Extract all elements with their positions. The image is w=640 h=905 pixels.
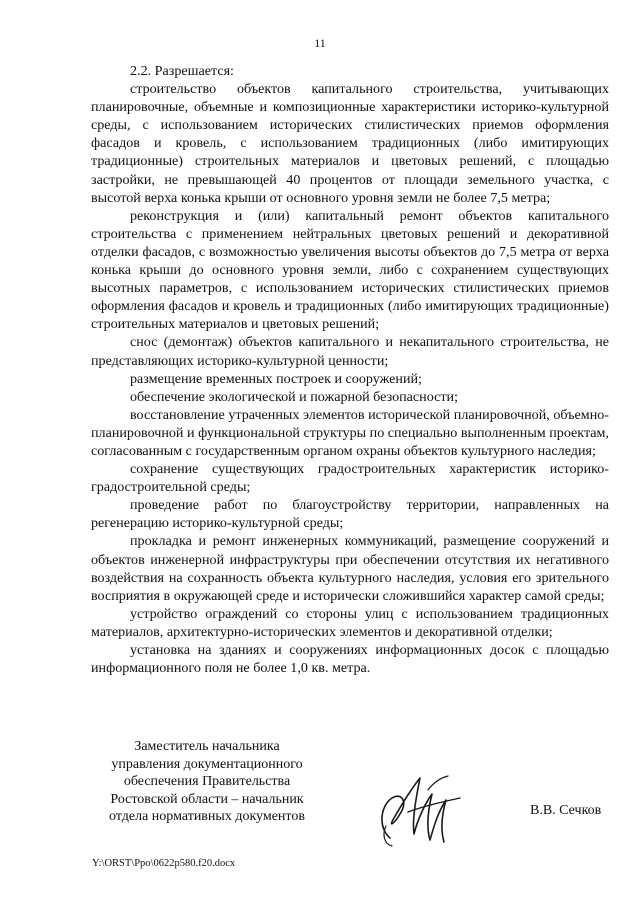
paragraph: строительство объектов капитального строительства, учитывающих планировочные, объемные и композиционные характеристики историко-культурной среды, с использованием исторических стилистических приемов оформления фасадов и кровель, с использованием традиционных (либо имитирующих традиционные) строительных материалов и цветовых решений, с площадью застройки, не превышающей 40 процентов от площади земельного участка, с высотой верха конька крыши от основного уровня земли не более 7,5 метра;: [91, 81, 609, 206]
signatory-line: управления документационного: [111, 756, 303, 772]
signatory-line: Заместитель начальника: [134, 739, 280, 754]
paragraph: реконструкция и (или) капитальный ремонт объектов капитального строительства с применением нейтральных цветовых решений и декоративной отделки фасадов, с возможностью увеличения высоты объектов до 7,5 метра от верха конька крыши до основного уровня земли, либо с сохранением существующих высотных параметров, с использованием исторических стилистических приемов оформления фасадов и кровель и традиционных (либо имитирующих традиционные) строительных материалов и цветовых решений;: [91, 207, 609, 333]
signatory-line: отдела нормативных документов: [109, 809, 305, 824]
section-title: 2.2. Разрешается:: [130, 63, 234, 79]
signatory-line: обеспечения Правительства: [123, 774, 291, 789]
paragraph: установка на зданиях и сооружениях информационных досок с площадью информационного поля не более 1,0 кв. метра.: [91, 642, 609, 677]
paragraph: прокладка и ремонт инженерных коммуникаций, размещение сооружений и объектов инженерной инфраструктуры при обеспечении отсутствия их негативного воздействия на сохранность объекта культурного наследия, условия его зрительного восприятия в окружающей среде и исторически сложившийся характер самой среды;: [91, 533, 609, 604]
signatory-title: [92, 738, 322, 826]
signatory-line: Ростовской области – начальник: [110, 791, 304, 807]
paragraph: размещение временных построек и сооружений;: [130, 370, 422, 387]
document-body: [91, 62, 609, 677]
file-path: Y:\ORST\Ppo\0622p580.f20.docx: [92, 858, 236, 869]
signer-name: В.В. Сечков: [530, 803, 602, 818]
handwritten-signature: [368, 768, 478, 850]
paragraph: устройство ограждений со стороны улиц с использованием традиционных материалов, архитектурно-исторических элементов и декоративной отделки;: [91, 605, 609, 640]
paragraph: снос (демонтаж) объектов капитального и некапитального строительства, не представляющих историко-культурной ценности;: [91, 334, 609, 369]
page-number: 11: [314, 36, 326, 50]
paragraph: обеспечение экологической и пожарной безопасности;: [130, 388, 458, 405]
paragraph: проведение работ по благоустройству территории, направленных на регенерацию историко-культурной среды;: [91, 497, 609, 532]
paragraph: сохранение существующих градостроительных характеристик историко-градостроительной среды;: [91, 461, 609, 496]
paragraph: восстановление утраченных элементов исторической планировочной, объемно-планировочной и функциональной структуры по специально выполненным проектам, согласованным с государственным органом охраны объектов культурного наследия;: [91, 406, 609, 459]
